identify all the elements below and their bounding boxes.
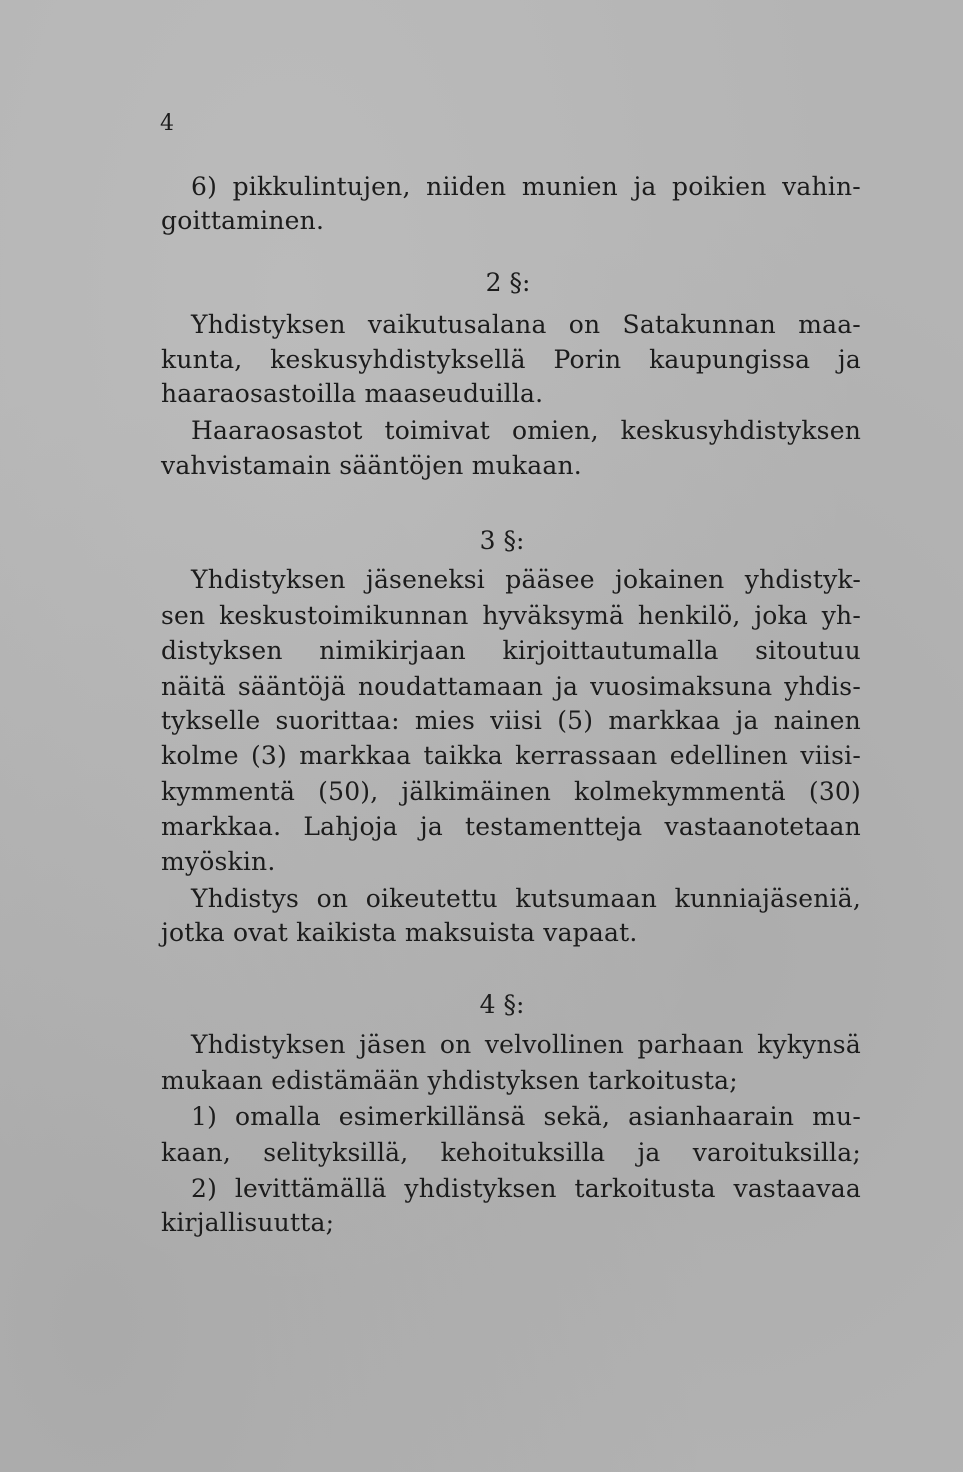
word: keskustoimikunnan — [219, 601, 469, 630]
text-line — [191, 310, 861, 340]
word: yhdistyk- — [744, 565, 861, 594]
word: ja — [735, 706, 759, 735]
word: vastaavaa — [733, 1174, 861, 1203]
word: oikeutettu — [365, 884, 498, 913]
word: distyksen — [161, 636, 283, 665]
text-line — [161, 636, 861, 666]
text-line: mukaan edistämään yhdistyksen tarkoitusta; — [161, 1066, 738, 1095]
text-line: kirjallisuutta; — [161, 1208, 335, 1237]
word: ja — [837, 345, 861, 374]
word: pikkulintujen, — [232, 172, 411, 201]
word: jälkimäinen — [401, 777, 552, 806]
word: jokainen — [615, 565, 725, 594]
text-line — [191, 172, 861, 202]
word: levittämällä — [234, 1174, 387, 1203]
word: nimikirjaan — [319, 636, 466, 665]
word: esimerkillänsä — [338, 1102, 526, 1131]
text-line — [191, 1030, 861, 1060]
word: kerrassaan — [515, 741, 658, 770]
word: kunta, — [161, 345, 243, 374]
section-heading: 4 §: — [479, 990, 525, 1019]
word: sääntöjä — [237, 672, 347, 701]
word: omalla — [235, 1102, 321, 1131]
word: keskusyhdistyksen — [620, 416, 861, 445]
section-heading: 3 §: — [479, 526, 525, 555]
word: kutsumaan — [515, 884, 658, 913]
word: nainen — [773, 706, 861, 735]
word: Yhdistyksen — [191, 565, 346, 594]
text-line — [161, 741, 861, 771]
word: Haaraosastot — [191, 416, 363, 445]
word: parhaan — [637, 1030, 744, 1059]
word: omien, — [511, 416, 599, 445]
word: Satakunnan — [622, 310, 776, 339]
text-line — [161, 777, 861, 807]
text-line: jotka ovat kaikista maksuista vapaat. — [161, 918, 638, 947]
text-line — [191, 884, 861, 914]
word: joka — [754, 601, 808, 630]
text-line: vahvistamain sääntöjen mukaan. — [161, 451, 582, 480]
word: tarkoitusta — [574, 1174, 716, 1203]
word: (3) — [250, 741, 287, 770]
word: pääsee — [505, 565, 595, 594]
word: kehoituksilla — [440, 1138, 606, 1167]
word: kirjoittautumalla — [502, 636, 719, 665]
word: ja — [633, 172, 657, 201]
text-line — [191, 1102, 861, 1132]
text-line — [161, 601, 861, 631]
word: näitä — [161, 672, 226, 701]
word: ja — [419, 812, 443, 841]
text-line — [191, 565, 861, 595]
word: kymmentä — [161, 777, 296, 806]
word: yhdistyksen — [404, 1174, 557, 1203]
word: kaupungissa — [649, 345, 811, 374]
word: vuosimaksuna — [590, 672, 773, 701]
word: Porin — [553, 345, 622, 374]
section-heading: 2 §: — [485, 268, 531, 297]
word: velvollinen — [484, 1030, 625, 1059]
text-line — [191, 416, 861, 446]
text-line — [161, 812, 861, 842]
word: kolme — [161, 741, 239, 770]
page-number: 4 — [160, 111, 174, 136]
word: toimivat — [384, 416, 491, 445]
word: ja — [555, 672, 579, 701]
word: yhdis- — [784, 672, 861, 701]
word: hyväksymä — [482, 601, 625, 630]
word: ja — [637, 1138, 661, 1167]
text-line — [161, 706, 861, 736]
word: testamentteja — [465, 812, 643, 841]
text-line — [161, 672, 861, 702]
word: edellinen — [669, 741, 789, 770]
word: 2) — [191, 1174, 218, 1203]
word: yh- — [821, 601, 861, 630]
text-line: haaraosastoilla maaseuduilla. — [161, 379, 544, 408]
word: kykynsä — [757, 1030, 861, 1059]
word: (30) — [808, 777, 861, 806]
word: tykselle — [161, 706, 261, 735]
word: mu- — [812, 1102, 861, 1131]
word: 6) — [191, 172, 218, 201]
word: suorittaa: — [275, 706, 400, 735]
word: (5) — [557, 706, 594, 735]
word: viisi — [490, 706, 543, 735]
word: kolmekymmentä — [574, 777, 786, 806]
word: jäseneksi — [366, 565, 485, 594]
word: on — [439, 1030, 472, 1059]
word: munien — [521, 172, 618, 201]
word: selityksillä, — [263, 1138, 409, 1167]
text-line: goittaminen. — [161, 206, 325, 235]
text-line: myöskin. — [161, 847, 276, 876]
word: henkilö, — [637, 601, 741, 630]
word: vastaanotetaan — [664, 812, 861, 841]
word: poikien — [672, 172, 767, 201]
word: markkaa — [299, 741, 412, 770]
word: Yhdistyksen — [191, 1030, 346, 1059]
word: markkaa. — [161, 812, 282, 841]
word: Lahjoja — [303, 812, 398, 841]
word: on — [568, 310, 601, 339]
word: vaikutusalana — [367, 310, 547, 339]
word: (50), — [318, 777, 379, 806]
word: asianhaarain — [628, 1102, 795, 1131]
word: sekä, — [543, 1102, 611, 1131]
text-line — [161, 1138, 861, 1168]
word: noudattamaan — [357, 672, 544, 701]
word: jäsen — [359, 1030, 427, 1059]
word: markkaa — [608, 706, 721, 735]
text-line — [161, 345, 861, 375]
word: taikka — [423, 741, 503, 770]
word: on — [316, 884, 349, 913]
word: sitoutuu — [755, 636, 861, 665]
word: niiden — [426, 172, 507, 201]
word: 1) — [191, 1102, 218, 1131]
word: sen — [161, 601, 206, 630]
word: mies — [414, 706, 475, 735]
text-line — [191, 1174, 861, 1204]
word: Yhdistys — [191, 884, 300, 913]
word: varoituksilla; — [692, 1138, 861, 1167]
word: viisi- — [800, 741, 861, 770]
word: kunniajäseniä, — [674, 884, 861, 913]
word: maa- — [798, 310, 861, 339]
word: keskusyhdistyksellä — [270, 345, 526, 374]
word: kaan, — [161, 1138, 232, 1167]
word: Yhdistyksen — [191, 310, 346, 339]
word: vahin- — [782, 172, 861, 201]
